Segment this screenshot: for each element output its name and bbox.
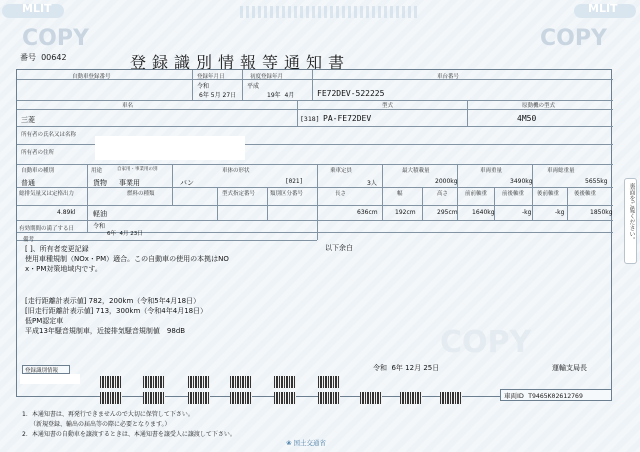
label-first-reg: 初度登録年月: [250, 74, 284, 80]
label-type-no: 型式指定番号: [222, 191, 256, 197]
label-rear-front-axle: 後前軸重: [537, 191, 560, 197]
reg-code-block-2: [143, 376, 165, 388]
label-remarks: 備考: [23, 237, 35, 243]
security-pattern: [240, 6, 420, 18]
label-weight: 車両重量: [480, 168, 503, 174]
remark-line-3: x・PM対策地域内です。: [25, 265, 102, 273]
remark-line-7: 平成13年騒音規制車，近接排気騒音規制値 98dB: [25, 327, 186, 335]
label-width: 幅: [397, 191, 403, 197]
front-front-axle-value: 1640kg: [472, 209, 495, 216]
issuing-office: 運輸支局長: [552, 364, 587, 372]
vehicle-use: 貨物: [93, 179, 107, 187]
remark-line-1: [ ]、所有者変更記録: [25, 245, 89, 253]
max-load-value: 2000kg: [435, 178, 458, 185]
fuel-type: 軽油: [93, 210, 107, 218]
remarks-right: 以下余白: [325, 244, 353, 252]
reg-code-block-7: [100, 392, 122, 404]
reg-code-block-9: [188, 392, 210, 404]
reg-code-block-6: [318, 376, 340, 388]
label-max-load: 最大積載量: [402, 168, 430, 174]
reg-code-block-11: [274, 392, 296, 404]
rear-front-axle-value: -kg: [555, 209, 565, 216]
label-reg-no: 自動車登録番号: [72, 74, 111, 80]
label-class-no: 類別区分番号: [270, 191, 304, 197]
width-value: 192cm: [395, 209, 416, 216]
reg-date-value: 6年 5月 27日: [199, 92, 237, 99]
expiry-date: 6年 4月 23日: [107, 231, 143, 237]
label-gross-weight: 車両総重量: [547, 168, 575, 174]
label-make: 車名: [122, 103, 134, 109]
label-body: 車体の形状: [222, 168, 250, 174]
first-reg-value: 19年 4月: [267, 92, 295, 99]
label-capacity: 乗車定員: [330, 168, 353, 174]
label-engine: 原動機の型式: [522, 103, 556, 109]
label-height: 高さ: [437, 191, 449, 197]
reg-era: 令和: [197, 83, 210, 90]
label-model: 型式: [382, 103, 394, 109]
watermark-mlit-right: MLIT: [588, 2, 618, 15]
label-displacement: 総排気量又は定格出力: [19, 191, 75, 197]
side-tab-note: 裏面をご覧ください。: [624, 178, 637, 264]
serial-number: 番号 00642: [20, 53, 67, 62]
redacted-owner: [95, 136, 245, 160]
gross-weight-value: 5655kg: [585, 178, 608, 185]
note-2: （新規登録、輸出の届出等の際に必要となります。）: [30, 421, 171, 428]
watermark-copy-right: COPY: [540, 26, 607, 51]
note-1: 1．本通知書は、再発行できませんので大切に保管して下さい。: [22, 411, 194, 418]
issue-date: 令和 6年 12月 25日: [373, 364, 440, 372]
document-title: 登録識別情報等通知書: [130, 53, 351, 72]
vehicle-use-sub: 事業用: [119, 179, 140, 187]
label-fuel: 燃料の種類: [127, 191, 155, 197]
label-owner-name: 所有者の氏名又は名称: [21, 132, 77, 138]
reg-code-block-14: [400, 392, 422, 404]
label-reg-date: 登録年月日: [197, 74, 225, 80]
height-value: 295cm: [437, 209, 458, 216]
watermark-copy-left: COPY: [22, 26, 89, 51]
mlit-emblem-icon: ❀: [286, 439, 292, 447]
label-chassis: 車台番号: [437, 74, 460, 80]
model-code: [318]: [300, 115, 320, 123]
watermark-copy-center: COPY: [440, 325, 532, 360]
vehicle-body: バン: [180, 179, 194, 187]
label-vehicle-kind: 自動車の種別: [21, 168, 55, 174]
reg-code-block-1: [100, 376, 122, 388]
rear-rear-axle-value: 1850kg: [590, 209, 613, 216]
label-length: 長さ: [335, 191, 347, 197]
expiry-era: 令和: [93, 223, 106, 230]
remark-line-2: 使用車種規制（NOx・PM）適合。この自動車の使用の本拠はNO: [25, 255, 229, 263]
reg-code-block-10: [230, 392, 252, 404]
label-expiry: 有効期間の満了する日: [19, 226, 75, 232]
length-value: 636cm: [357, 209, 378, 216]
reg-code-block-5: [274, 376, 296, 388]
label-use-sub: 自家用・事業用の別: [117, 167, 158, 172]
front-rear-axle-value: -kg: [522, 209, 532, 216]
remark-line-6: 低PM認定車: [25, 317, 64, 325]
vehicle-id-box: 車両ID T9465K02612769: [500, 389, 612, 401]
vehicle-model: PA-FE72DEV: [323, 114, 372, 123]
reg-code-block-4: [230, 376, 252, 388]
mlit-logo: ❀ 国土交通省: [286, 439, 327, 447]
chassis-number: FE72DEV-522225: [317, 89, 385, 98]
engine-model: 4M50: [517, 114, 537, 123]
remark-line-4: [走行距離計表示値] 782，200km（令和5年4月18日）: [25, 297, 201, 305]
remark-line-5: [旧走行距離計表示値] 713，300km（令和4年4月18日）: [25, 307, 208, 315]
label-front-front-axle: 前前軸重: [465, 191, 488, 197]
label-use: 用途: [91, 168, 103, 174]
label-rear-rear-axle: 後後軸重: [574, 191, 597, 197]
registration-form: [16, 69, 612, 397]
vehicle-make: 三菱: [21, 116, 35, 124]
displacement-value: 4.89kl: [57, 209, 76, 216]
first-reg-era: 平成: [247, 83, 260, 90]
vehicle-kind: 普通: [21, 179, 35, 187]
body-code: [021]: [285, 178, 304, 185]
reg-code-block-12: [318, 392, 340, 404]
reg-code-block-8: [143, 392, 165, 404]
capacity-value: 3人: [367, 180, 377, 187]
note-3: 2．本通知書の自動車を譲渡するときは、本通知書を譲受人に譲渡して下さい。: [22, 431, 236, 438]
reg-info-label: 登録識別情報: [22, 365, 70, 374]
weight-value: 3490kg: [510, 178, 533, 185]
reg-code-block-15: [440, 392, 462, 404]
reg-code-block-13: [360, 392, 382, 404]
label-owner-address: 所有者の住所: [21, 150, 55, 156]
reg-code-block-3: [188, 376, 210, 388]
redacted-reg-info: [20, 374, 80, 384]
watermark-mlit-left: MLIT: [22, 2, 52, 15]
label-front-rear-axle: 前後軸重: [502, 191, 525, 197]
